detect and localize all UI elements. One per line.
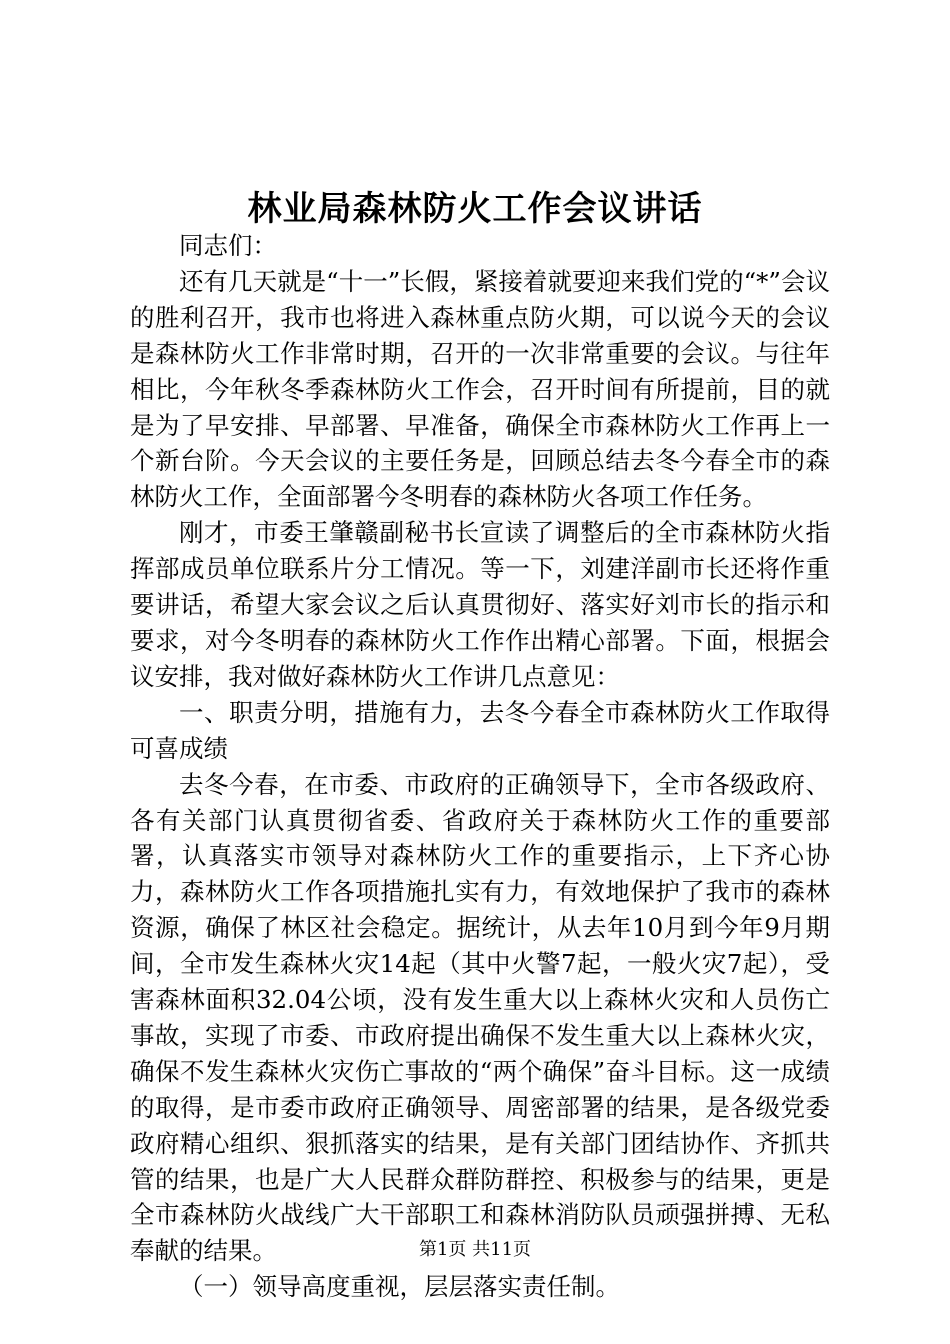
paragraph-intro: 还有几天就是“十一”长假，紧接着就要迎来我们党的“*”会议的胜利召开，我市也将进入森林重点防火期，可以说今天的会议是森林防火工作非常时期，召开的一次非常重要的会议。与往年相比，今年秋冬季森林防火工作会，召开时间有所提前，目的就是为了早安排、早部署、早准备，确保全市森林防火工作再上一个新台阶。今天会议的主要任务是，回顾总结去冬今春全市的森林防火工作，全面部署今冬明春的森林防火各项工作任务。: [130, 266, 830, 512]
document-title: 林业局森林防火工作会议讲话: [247, 189, 703, 229]
subsection-heading-1: （一）领导高度重视，层层落实责任制。: [179, 1272, 620, 1302]
paragraph-achievements: 去冬今春，在市委、市政府的正确领导下，全市各级政府、各有关部门认真贯彻省委、省政府关于森林防火工作的重要部署，认真落实市领导对森林防火工作的重要指示，上下齐心协力，森林防火工作各项措施扎实有力，有效地保护了我市的森林资源，确保了林区社会稳定。据统计，从去年10月到今年9月期间，全市发生森林火灾14起（其中火警7起，一般火灾7起），受害森林面积32.04公顷，没有发生重大以上森林火灾和人员伤亡事故，实现了市委、市政府提出确保不发生重大以上森林火灾，确保不发生森林火灾伤亡事故的“两个确保”奋斗目标。这一成绩的取得，是市委市政府正确领导、周密部署的结果，是各级党委政府精心组织、狠抓落实的结果，是有关部门团结协作、齐抓共管的结果，也是广大人民群众群防群控、积极参与的结果，更是全市森林防火战线广大干部职工和森林消防队员顽强拼搏、无私奉献的结果。: [130, 769, 830, 1266]
salutation: 同志们：: [179, 231, 277, 260]
page-footer: 第1页 共11页: [418, 1239, 532, 1260]
section-heading-1: 一、职责分明，措施有力，去冬今春全市森林防火工作取得可喜成绩: [130, 697, 830, 763]
paragraph-context: 刚才，市委王肇赣副秘书长宣读了调整后的全市森林防火指挥部成员单位联系片分工情况。等一下，刘建洋副市长还将作重要讲话，希望大家会议之后认真贯彻好、落实好刘市长的指示和要求，对今冬明春的森林防火工作作出精心部署。下面，根据会议安排，我对做好森林防火工作讲几点意见：: [130, 518, 830, 691]
document-body: [130, 228, 830, 1305]
